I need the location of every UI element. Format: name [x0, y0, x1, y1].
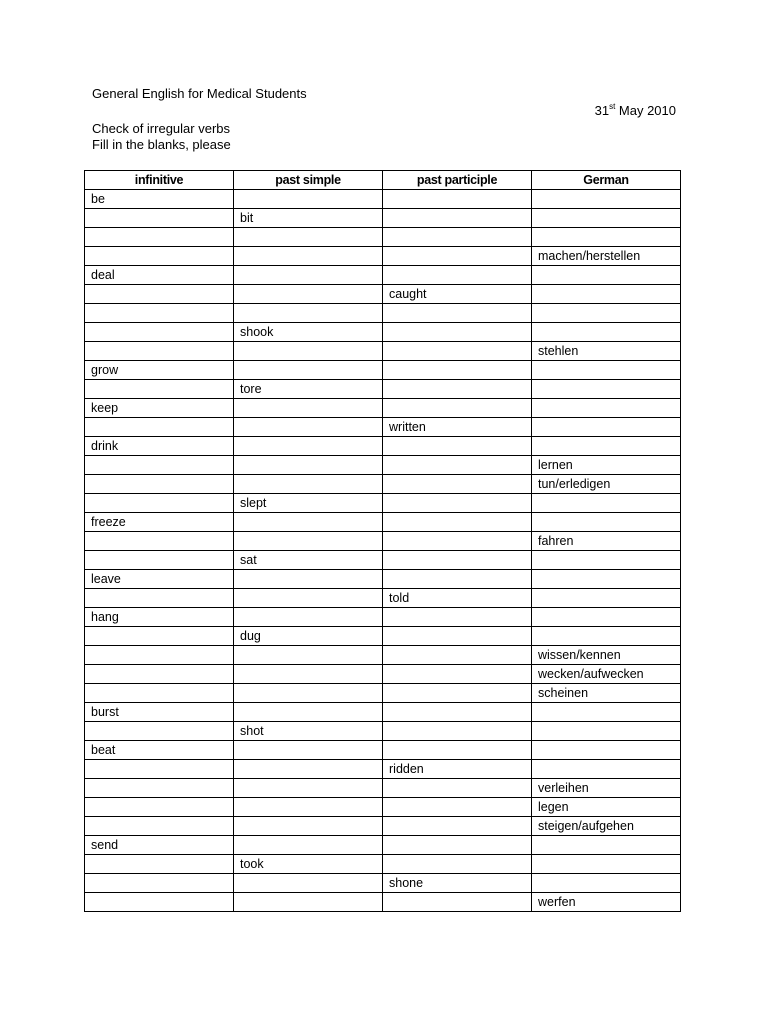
past-participle-cell[interactable] [383, 437, 532, 456]
table-row [85, 532, 681, 551]
table-row [85, 703, 681, 722]
infinitive-cell[interactable] [85, 475, 234, 494]
infinitive-cell[interactable] [85, 285, 234, 304]
infinitive-cell[interactable] [85, 456, 234, 475]
table-row [85, 836, 681, 855]
table-row [85, 323, 681, 342]
past-simple-cell[interactable] [234, 798, 383, 817]
past-participle-cell[interactable]: ridden [383, 760, 532, 779]
past-participle-cell[interactable] [383, 779, 532, 798]
table-row [85, 779, 681, 798]
past-participle-cell[interactable] [383, 608, 532, 627]
infinitive-cell[interactable] [85, 627, 234, 646]
table-row [85, 646, 681, 665]
table-body [85, 190, 681, 912]
infinitive-cell[interactable]: leave [85, 570, 234, 589]
past-participle-cell[interactable] [383, 532, 532, 551]
past-participle-cell[interactable] [383, 342, 532, 361]
table-row [85, 228, 681, 247]
past-participle-cell[interactable] [383, 798, 532, 817]
past-participle-cell[interactable] [383, 399, 532, 418]
infinitive-cell[interactable] [85, 893, 234, 912]
infinitive-cell[interactable]: freeze [85, 513, 234, 532]
date-day: 31 [594, 103, 610, 118]
infinitive-cell[interactable] [85, 665, 234, 684]
past-simple-cell[interactable] [234, 247, 383, 266]
past-participle-cell[interactable] [383, 665, 532, 684]
past-participle-cell[interactable] [383, 893, 532, 912]
table-row [85, 513, 681, 532]
infinitive-cell[interactable] [85, 722, 234, 741]
table-row [85, 285, 681, 304]
past-simple-cell[interactable] [234, 817, 383, 836]
infinitive-cell[interactable]: deal [85, 266, 234, 285]
infinitive-cell[interactable] [85, 304, 234, 323]
table-row [85, 608, 681, 627]
past-simple-cell[interactable] [234, 342, 383, 361]
german-cell[interactable]: legen [532, 798, 681, 817]
table-row [85, 456, 681, 475]
past-participle-cell[interactable] [383, 570, 532, 589]
past-simple-cell[interactable] [234, 760, 383, 779]
past-simple-cell[interactable] [234, 893, 383, 912]
german-cell[interactable]: wissen/kennen [532, 646, 681, 665]
past-simple-cell[interactable] [234, 285, 383, 304]
date-suffix: st [609, 101, 616, 111]
german-cell[interactable] [532, 874, 681, 893]
past-simple-cell[interactable]: tore [234, 380, 383, 399]
german-cell[interactable]: fahren [532, 532, 681, 551]
table-header [85, 171, 681, 190]
table-row [85, 570, 681, 589]
infinitive-cell[interactable] [85, 855, 234, 874]
past-participle-cell[interactable] [383, 247, 532, 266]
past-simple-cell[interactable] [234, 190, 383, 209]
past-participle-cell[interactable] [383, 304, 532, 323]
table-row [85, 627, 681, 646]
past-simple-cell[interactable] [234, 589, 383, 608]
document-title: General English for Medical Students [92, 86, 307, 101]
past-simple-cell[interactable]: dug [234, 627, 383, 646]
past-participle-cell[interactable] [383, 836, 532, 855]
infinitive-cell[interactable] [85, 646, 234, 665]
past-simple-cell[interactable] [234, 418, 383, 437]
table-row [85, 874, 681, 893]
past-simple-cell[interactable] [234, 361, 383, 380]
german-cell[interactable]: stehlen [532, 342, 681, 361]
german-cell[interactable] [532, 304, 681, 323]
instruction-heading: Check of irregular verbs [92, 121, 230, 136]
german-cell[interactable] [532, 323, 681, 342]
infinitive-cell[interactable] [85, 247, 234, 266]
past-simple-cell[interactable] [234, 513, 383, 532]
infinitive-cell[interactable] [85, 760, 234, 779]
german-cell[interactable] [532, 494, 681, 513]
table-row [85, 475, 681, 494]
table-row [85, 551, 681, 570]
infinitive-cell[interactable] [85, 228, 234, 247]
german-cell[interactable]: verleihen [532, 779, 681, 798]
past-simple-cell[interactable] [234, 684, 383, 703]
past-participle-cell[interactable] [383, 741, 532, 760]
irregular-verbs-table [84, 170, 681, 912]
german-cell[interactable] [532, 399, 681, 418]
past-simple-cell[interactable]: sat [234, 551, 383, 570]
german-cell[interactable] [532, 266, 681, 285]
infinitive-cell[interactable] [85, 684, 234, 703]
infinitive-cell[interactable]: send [85, 836, 234, 855]
german-cell[interactable]: steigen/aufgehen [532, 817, 681, 836]
past-simple-cell[interactable] [234, 456, 383, 475]
german-cell[interactable] [532, 760, 681, 779]
german-cell[interactable] [532, 627, 681, 646]
table-row [85, 855, 681, 874]
past-participle-cell[interactable] [383, 722, 532, 741]
past-participle-cell[interactable] [383, 684, 532, 703]
infinitive-cell[interactable]: grow [85, 361, 234, 380]
infinitive-cell[interactable]: hang [85, 608, 234, 627]
date-month-year: May 2010 [615, 103, 676, 118]
past-simple-cell[interactable] [234, 228, 383, 247]
past-participle-cell[interactable] [383, 513, 532, 532]
german-cell[interactable] [532, 209, 681, 228]
column-header-german: German [532, 171, 681, 190]
past-simple-cell[interactable] [234, 646, 383, 665]
past-simple-cell[interactable] [234, 399, 383, 418]
table-row [85, 893, 681, 912]
table-row [85, 760, 681, 779]
past-participle-cell[interactable] [383, 266, 532, 285]
past-participle-cell[interactable] [383, 190, 532, 209]
german-cell[interactable]: werfen [532, 893, 681, 912]
infinitive-cell[interactable]: keep [85, 399, 234, 418]
past-simple-cell[interactable] [234, 703, 383, 722]
german-cell[interactable] [532, 285, 681, 304]
past-simple-cell[interactable]: shot [234, 722, 383, 741]
past-simple-cell[interactable] [234, 266, 383, 285]
infinitive-cell[interactable] [85, 418, 234, 437]
past-simple-cell[interactable] [234, 304, 383, 323]
document-date [595, 103, 676, 119]
past-simple-cell[interactable]: shook [234, 323, 383, 342]
past-simple-cell[interactable] [234, 532, 383, 551]
table-row [85, 247, 681, 266]
past-simple-cell[interactable] [234, 437, 383, 456]
past-participle-cell[interactable] [383, 627, 532, 646]
infinitive-cell[interactable] [85, 323, 234, 342]
table-row [85, 418, 681, 437]
german-cell[interactable] [532, 589, 681, 608]
infinitive-cell[interactable]: be [85, 190, 234, 209]
instruction-text: Fill in the blanks, please [92, 137, 231, 152]
past-simple-cell[interactable]: bit [234, 209, 383, 228]
infinitive-cell[interactable] [85, 380, 234, 399]
german-cell[interactable] [532, 855, 681, 874]
infinitive-cell[interactable] [85, 589, 234, 608]
past-participle-cell[interactable] [383, 817, 532, 836]
table-row [85, 494, 681, 513]
past-participle-cell[interactable]: caught [383, 285, 532, 304]
past-simple-cell[interactable] [234, 475, 383, 494]
past-participle-cell[interactable] [383, 494, 532, 513]
german-cell[interactable]: tun/erledigen [532, 475, 681, 494]
german-cell[interactable] [532, 418, 681, 437]
past-participle-cell[interactable] [383, 456, 532, 475]
past-simple-cell[interactable] [234, 570, 383, 589]
table-header-row [85, 171, 681, 190]
table-row [85, 361, 681, 380]
table-row [85, 190, 681, 209]
infinitive-cell[interactable] [85, 532, 234, 551]
table-row [85, 684, 681, 703]
past-participle-cell[interactable] [383, 703, 532, 722]
past-simple-cell[interactable]: took [234, 855, 383, 874]
column-header-infinitive: infinitive [85, 171, 234, 190]
table-row [85, 399, 681, 418]
past-participle-cell[interactable] [383, 380, 532, 399]
table-row [85, 817, 681, 836]
german-cell[interactable] [532, 513, 681, 532]
past-simple-cell[interactable] [234, 608, 383, 627]
infinitive-cell[interactable] [85, 494, 234, 513]
german-cell[interactable] [532, 380, 681, 399]
table-row [85, 437, 681, 456]
past-participle-cell[interactable] [383, 209, 532, 228]
table-row [85, 342, 681, 361]
table-row [85, 209, 681, 228]
table-row [85, 798, 681, 817]
infinitive-cell[interactable] [85, 342, 234, 361]
infinitive-cell[interactable] [85, 874, 234, 893]
past-simple-cell[interactable] [234, 741, 383, 760]
table-row [85, 722, 681, 741]
table-row [85, 665, 681, 684]
past-simple-cell[interactable]: slept [234, 494, 383, 513]
past-simple-cell[interactable] [234, 779, 383, 798]
german-cell[interactable] [532, 551, 681, 570]
column-header-past-simple: past simple [234, 171, 383, 190]
german-cell[interactable] [532, 437, 681, 456]
infinitive-cell[interactable] [85, 551, 234, 570]
past-participle-cell[interactable] [383, 646, 532, 665]
german-cell[interactable] [532, 361, 681, 380]
column-header-past-participle: past participle [383, 171, 532, 190]
german-cell[interactable] [532, 228, 681, 247]
german-cell[interactable] [532, 608, 681, 627]
past-participle-cell[interactable]: told [383, 589, 532, 608]
german-cell[interactable] [532, 722, 681, 741]
table-row [85, 380, 681, 399]
german-cell[interactable]: lernen [532, 456, 681, 475]
table-row [85, 266, 681, 285]
past-simple-cell[interactable] [234, 665, 383, 684]
past-participle-cell[interactable] [383, 361, 532, 380]
past-participle-cell[interactable] [383, 323, 532, 342]
table-row [85, 589, 681, 608]
infinitive-cell[interactable] [85, 779, 234, 798]
table-row [85, 304, 681, 323]
past-simple-cell[interactable] [234, 874, 383, 893]
past-participle-cell[interactable] [383, 475, 532, 494]
table-row [85, 741, 681, 760]
german-cell[interactable]: scheinen [532, 684, 681, 703]
past-participle-cell[interactable] [383, 228, 532, 247]
german-cell[interactable] [532, 190, 681, 209]
past-participle-cell[interactable] [383, 551, 532, 570]
infinitive-cell[interactable] [85, 817, 234, 836]
past-participle-cell[interactable] [383, 855, 532, 874]
german-cell[interactable]: wecken/aufwecken [532, 665, 681, 684]
past-simple-cell[interactable] [234, 836, 383, 855]
infinitive-cell[interactable] [85, 209, 234, 228]
german-cell[interactable] [532, 741, 681, 760]
past-participle-cell[interactable]: written [383, 418, 532, 437]
german-cell[interactable] [532, 836, 681, 855]
infinitive-cell[interactable] [85, 798, 234, 817]
past-participle-cell[interactable]: shone [383, 874, 532, 893]
infinitive-cell[interactable]: beat [85, 741, 234, 760]
infinitive-cell[interactable]: drink [85, 437, 234, 456]
infinitive-cell[interactable]: burst [85, 703, 234, 722]
german-cell[interactable] [532, 703, 681, 722]
german-cell[interactable]: machen/herstellen [532, 247, 681, 266]
german-cell[interactable] [532, 570, 681, 589]
